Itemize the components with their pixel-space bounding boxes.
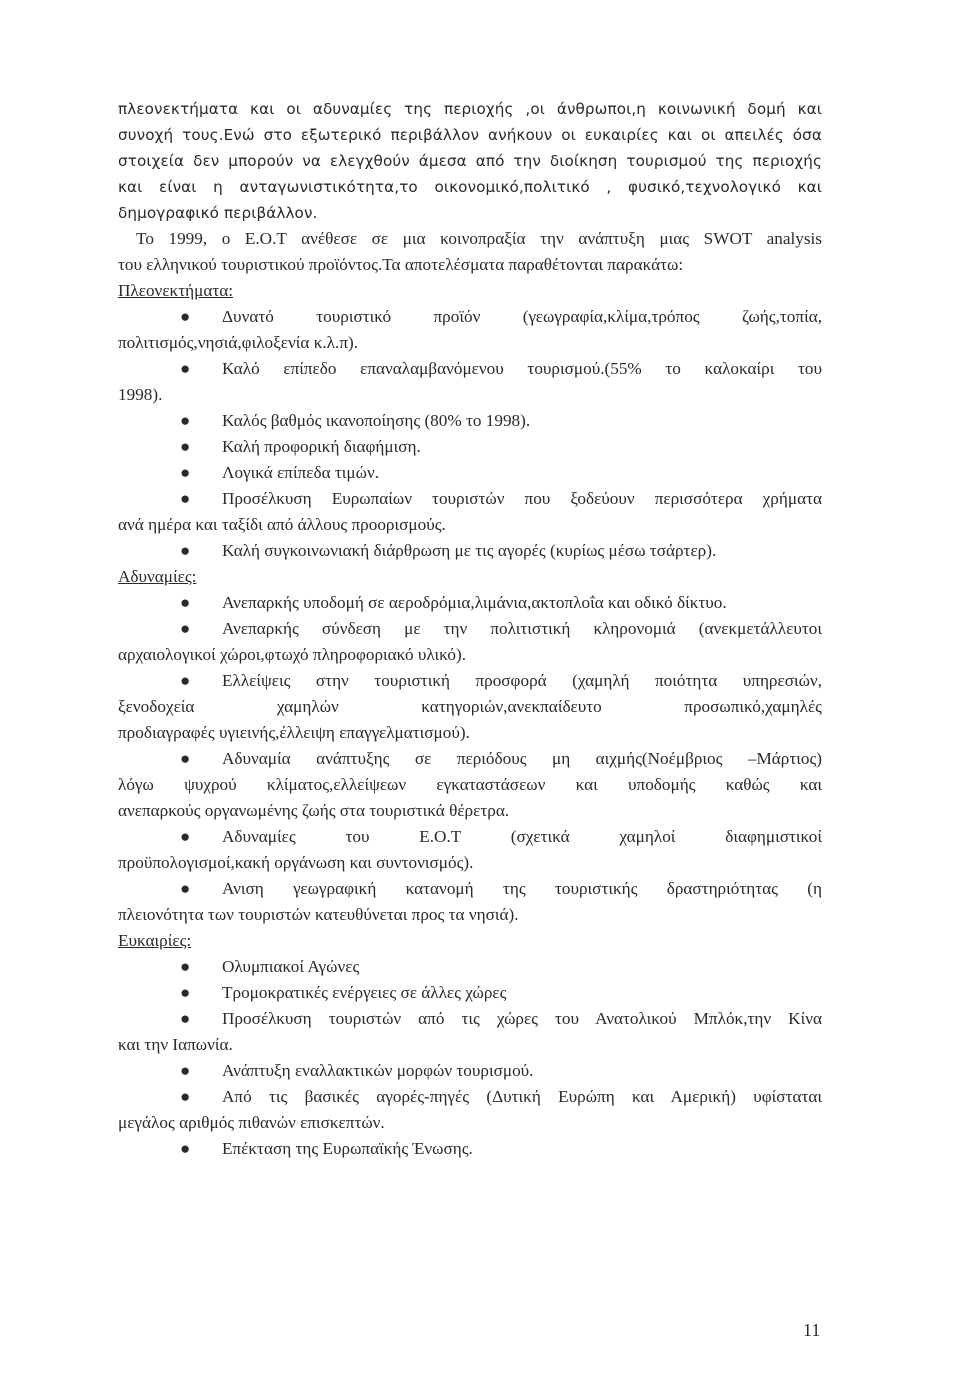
bullet-icon: ● bbox=[180, 437, 191, 456]
bullet-icon: ● bbox=[180, 593, 191, 612]
list-item: ● Τρομοκρατικές ενέργειες σε άλλες χώρες bbox=[118, 980, 822, 1006]
list-item-continuation: 1998). bbox=[118, 385, 163, 404]
bullet-icon: ● bbox=[180, 463, 191, 482]
list-item: ● Δυνατό τουριστικό προϊόν (γεωγραφία,κλίμα,τρόπος ζωής,τοπία, bbox=[118, 304, 822, 330]
list-item-continuation: μεγάλος αριθμός πιθανών επισκεπτών. bbox=[118, 1113, 385, 1132]
list-item: ● Ανιση γεωγραφική κατανομή της τουριστικής δραστηριότητας (η bbox=[118, 876, 822, 902]
bullet-icon: ● bbox=[180, 957, 191, 976]
bullet-icon: ● bbox=[180, 1061, 191, 1080]
list-item-continuation: πλειονότητα των τουριστών κατευθύνεται προς τα νησιά). bbox=[118, 905, 519, 924]
list-item: ● Καλή προφορική διαφήμιση. bbox=[118, 434, 822, 460]
weaknesses-heading: Αδυναμίες: bbox=[118, 567, 197, 586]
list-item-continuation: αρχαιολογικοί χώροι,φτωχό πληροφοριακό υλικό). bbox=[118, 645, 467, 664]
list-item-continuation: ανεπαρκούς οργανωμένης ζωής στα τουριστικά θέρετρα. bbox=[118, 801, 510, 820]
list-item: ● Αδυναμίες του Ε.Ο.Τ (σχετικά χαμηλοί διαφημιστικοί bbox=[118, 824, 822, 850]
list-item-continuation: ξενοδοχεία χαμηλών κατηγοριών,ανεκπαίδευτο προσωπικό,χαμηλές bbox=[118, 697, 822, 716]
bullet-icon: ● bbox=[180, 827, 191, 846]
text-line: δημογραφικό περιβάλλον. bbox=[118, 204, 318, 222]
list-item-continuation: προδιαγραφές υγιεινής,έλλειψη επαγγελματισμού). bbox=[118, 723, 470, 742]
list-item: ● Επέκταση της Ευρωπαϊκής Ένωσης. bbox=[118, 1136, 822, 1162]
strengths-list bbox=[118, 304, 822, 564]
list-item: ● Από τις βασικές αγορές-πηγές (Δυτική Ευρώπη και Αμερική) υφίσταται bbox=[118, 1084, 822, 1110]
swot-paragraph bbox=[118, 226, 822, 278]
text-line: πλεονεκτήματα και οι αδυναμίες της περιοχής ,οι άνθρωποι,η κοινωνική δομή και bbox=[118, 100, 822, 118]
intro-paragraph bbox=[118, 96, 822, 226]
bullet-icon: ● bbox=[180, 749, 191, 768]
list-item: ● Καλό επίπεδο επαναλαμβανόμενου τουρισμού.(55% το καλοκαίρι του bbox=[118, 356, 822, 382]
text-line: συνοχή τους.Ενώ στο εξωτερικό περιβάλλον ανήκουν οι ευκαιρίες και οι απειλές όσα bbox=[118, 126, 822, 144]
text-line: και είναι η ανταγωνιστικότητα,το οικονομικό,πολιτικό , φυσικό,τεχνολογικό και bbox=[118, 178, 822, 196]
bullet-icon: ● bbox=[180, 307, 191, 326]
list-item: ● Ανεπαρκής υποδομή σε αεροδρόμια,λιμάνια,ακτοπλοΐα και οδικό δίκτυο. bbox=[118, 590, 822, 616]
list-item: ● Προσέλκυση Ευρωπαίων τουριστών που ξοδεύουν περισσότερα χρήματα bbox=[118, 486, 822, 512]
list-item: ● Ανεπαρκής σύνδεση με την πολιτιστική κληρονομιά (ανεκμετάλλευτοι bbox=[118, 616, 822, 642]
strengths-heading: Πλεονεκτήματα: bbox=[118, 281, 234, 300]
page-number: 11 bbox=[803, 1320, 821, 1340]
text-line: του ελληνικού τουριστικού προϊόντος.Τα αποτελέσματα παραθέτονται παρακάτω: bbox=[118, 255, 684, 274]
list-item-continuation: προϋπολογισμοί,κακή οργάνωση και συντονισμός). bbox=[118, 853, 474, 872]
list-item: ● Αδυναμία ανάπτυξης σε περιόδους μη αιχμής(Νοέμβριος –Μάρτιος) bbox=[118, 746, 822, 772]
text-line: στοιχεία δεν μπορούν να ελεγχθούν άμεσα από την διοίκηση τουρισμού της περιοχής bbox=[118, 152, 822, 170]
bullet-icon: ● bbox=[180, 983, 191, 1002]
list-item: ● Ανάπτυξη εναλλακτικών μορφών τουρισμού. bbox=[118, 1058, 822, 1084]
bullet-icon: ● bbox=[180, 489, 191, 508]
list-item-continuation: λόγω ψυχρού κλίματος,ελλείψεων εγκαταστάσεων και υποδομής καθώς και bbox=[118, 775, 822, 794]
text-line: Το 1999, ο Ε.Ο.Τ ανέθεσε σε μια κοινοπραξία την ανάπτυξη μιας SWOT analysis bbox=[136, 229, 822, 248]
bullet-icon: ● bbox=[180, 411, 191, 430]
list-item: ● Προσέλκυση τουριστών από τις χώρες του Ανατολικού Μπλόκ,την Κίνα bbox=[118, 1006, 822, 1032]
weaknesses-list bbox=[118, 590, 822, 928]
document-page bbox=[118, 96, 822, 1162]
bullet-icon: ● bbox=[180, 359, 191, 378]
list-item-continuation: πολιτισμός,νησιά,φιλοξενία κ.λ.π). bbox=[118, 333, 359, 352]
opportunities-heading: Ευκαιρίες: bbox=[118, 931, 192, 950]
bullet-icon: ● bbox=[180, 619, 191, 638]
list-item: ● Καλός βαθμός ικανοποίησης (80% το 1998). bbox=[118, 408, 822, 434]
opportunities-list bbox=[118, 954, 822, 1162]
list-item: ● Ολυμπιακοί Αγώνες bbox=[118, 954, 822, 980]
list-item: ● Καλή συγκοινωνιακή διάρθρωση με τις αγορές (κυρίως μέσω τσάρτερ). bbox=[118, 538, 822, 564]
bullet-icon: ● bbox=[180, 1087, 191, 1106]
list-item-continuation: ανά ημέρα και ταξίδι από άλλους προορισμούς. bbox=[118, 515, 446, 534]
list-item-continuation: και την Ιαπωνία. bbox=[118, 1035, 233, 1054]
bullet-icon: ● bbox=[180, 879, 191, 898]
bullet-icon: ● bbox=[180, 541, 191, 560]
bullet-icon: ● bbox=[180, 1139, 191, 1158]
bullet-icon: ● bbox=[180, 1009, 191, 1028]
list-item: ● Λογικά επίπεδα τιμών. bbox=[118, 460, 822, 486]
list-item: ● Ελλείψεις στην τουριστική προσφορά (χαμηλή ποιότητα υπηρεσιών, bbox=[118, 668, 822, 694]
bullet-icon: ● bbox=[180, 671, 191, 690]
